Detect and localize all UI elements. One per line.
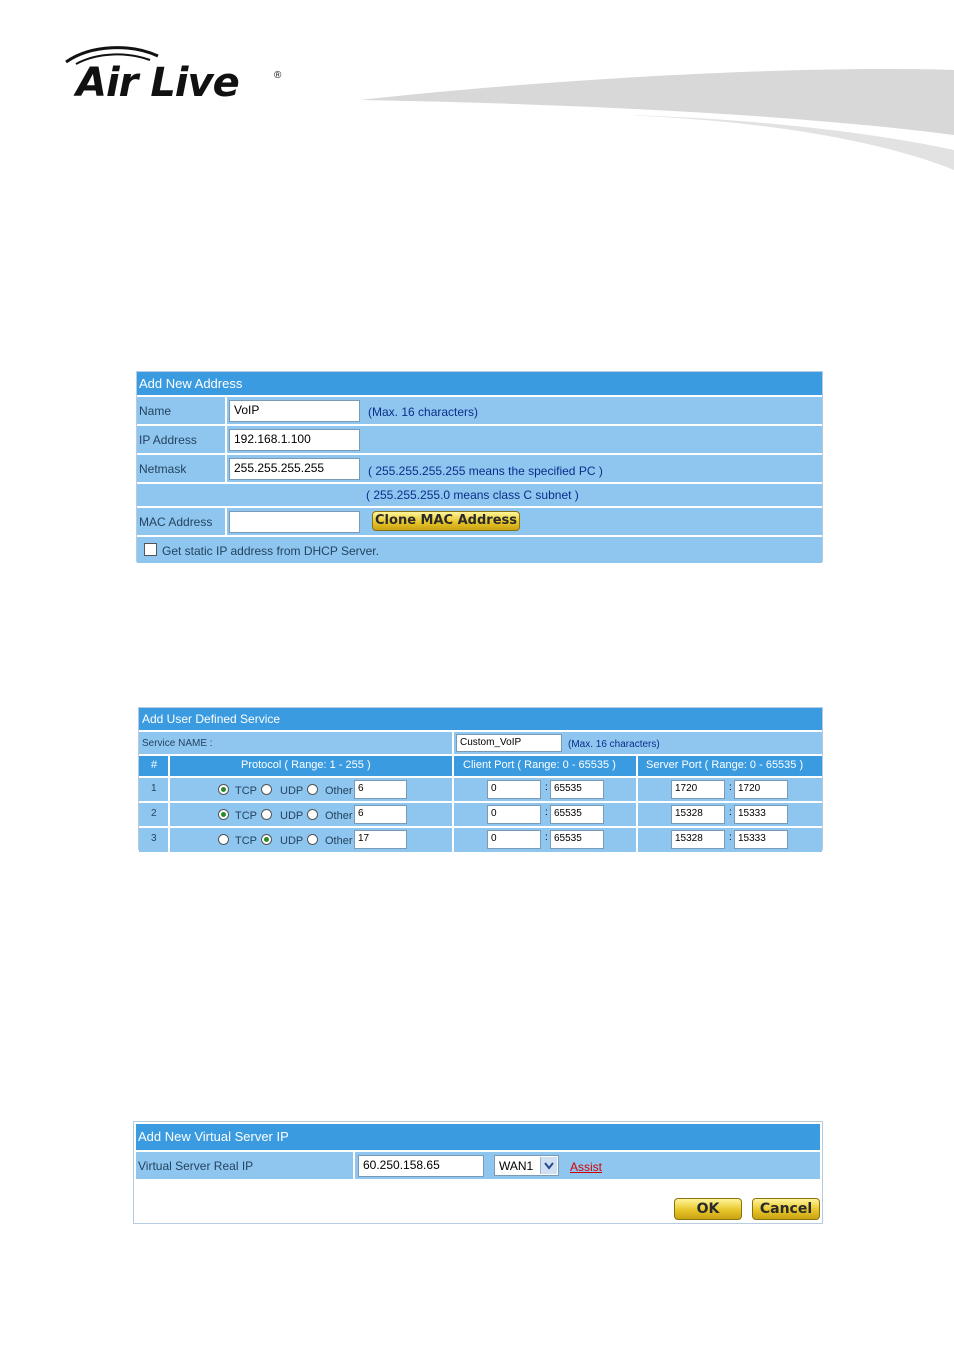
row-number: 1: [151, 783, 157, 794]
col-num-header: #: [151, 759, 158, 771]
table-row: 1 TCP UDP Other 6 0 : 65535 1720 : 1720: [139, 776, 822, 801]
chevron-down-icon[interactable]: [540, 1157, 557, 1174]
udp-label: UDP: [280, 835, 304, 847]
header-swoosh-decoration: [340, 60, 954, 180]
udp-radio[interactable]: [261, 784, 272, 795]
panel-header: [136, 1124, 820, 1150]
column-divider: [168, 756, 170, 776]
ip-address-input[interactable]: 192.168.1.100: [229, 429, 360, 451]
client-port-from-input[interactable]: 0: [487, 805, 541, 824]
other-radio[interactable]: [307, 784, 318, 795]
real-ip-input[interactable]: 60.250.158.65: [358, 1155, 484, 1177]
protocol-input[interactable]: 6: [354, 805, 407, 824]
panel-title: Add New Virtual Server IP: [138, 1129, 289, 1144]
other-radio[interactable]: [307, 834, 318, 845]
wan-select[interactable]: [494, 1155, 559, 1176]
tcp-radio[interactable]: [218, 784, 229, 795]
tcp-label: TCP: [235, 810, 257, 822]
server-port-to-input[interactable]: 15333: [734, 830, 788, 849]
clone-mac-address-button[interactable]: Clone MAC Address: [372, 511, 520, 531]
add-new-virtual-server-ip-panel: [133, 1121, 823, 1224]
tcp-label: TCP: [235, 785, 257, 797]
client-port-to-input[interactable]: 65535: [550, 830, 604, 849]
protocol-input[interactable]: 6: [354, 780, 407, 799]
client-port-to-input[interactable]: 65535: [550, 805, 604, 824]
add-new-address-panel: [136, 371, 823, 562]
col-client-header: Client Port ( Range: 0 - 65535 ): [463, 759, 616, 771]
cancel-button[interactable]: Cancel: [752, 1198, 820, 1220]
table-row: 3 TCP UDP Other 17 0 : 65535 15328 : 15333: [139, 826, 822, 852]
server-port-to-input[interactable]: 1720: [734, 780, 788, 799]
col-server-header: Server Port ( Range: 0 - 65535 ): [646, 759, 804, 771]
service-name-row: [139, 730, 822, 754]
tcp-radio[interactable]: [218, 809, 229, 820]
name-label: Name: [139, 404, 172, 418]
tcp-radio[interactable]: [218, 834, 229, 845]
service-name-input[interactable]: Custom_VoIP: [456, 734, 562, 752]
column-divider: [353, 1152, 355, 1179]
ok-button[interactable]: OK: [674, 1198, 742, 1220]
wan-select-value: WAN1: [499, 1159, 534, 1173]
column-divider: [225, 455, 227, 482]
assist-link[interactable]: Assist: [570, 1160, 603, 1174]
row-number: 3: [151, 833, 157, 844]
mac-address-input[interactable]: [229, 511, 360, 533]
col-protocol-header: Protocol ( Range: 1 - 255 ): [241, 759, 371, 771]
panel-header: [139, 708, 822, 730]
column-divider: [225, 426, 227, 453]
netmask-row: [137, 453, 822, 482]
tcp-label: TCP: [235, 835, 257, 847]
server-port-from-input[interactable]: 15328: [671, 830, 725, 849]
dhcp-row: [137, 535, 822, 563]
server-port-from-input[interactable]: 15328: [671, 805, 725, 824]
logo-wordmark: Air Live: [76, 60, 239, 106]
column-divider: [225, 397, 227, 424]
name-row: [137, 395, 822, 424]
protocol-input[interactable]: 17: [354, 830, 407, 849]
service-table-header: [139, 754, 822, 776]
other-label: Other: [325, 785, 353, 797]
subnet-note: ( 255.255.255.0 means class C subnet ): [366, 488, 579, 502]
netmask-input[interactable]: 255.255.255.255: [229, 458, 360, 480]
ip-address-label: IP Address: [139, 433, 197, 447]
udp-radio[interactable]: [261, 809, 272, 820]
subnet-note-row: [137, 482, 822, 506]
name-note: (Max. 16 characters): [368, 405, 479, 419]
table-row: 2 TCP UDP Other 6 0 : 65535 15328 : 15333: [139, 801, 822, 826]
other-label: Other: [325, 810, 353, 822]
client-port-to-input[interactable]: 65535: [550, 780, 604, 799]
other-label: Other: [325, 835, 353, 847]
udp-radio[interactable]: [261, 834, 272, 845]
service-name-note: (Max. 16 characters): [568, 739, 660, 750]
panel-header: [137, 372, 822, 395]
netmask-label: Netmask: [139, 462, 187, 476]
real-ip-label: Virtual Server Real IP: [138, 1159, 254, 1173]
add-user-defined-service-panel: [138, 707, 823, 850]
udp-label: UDP: [280, 810, 304, 822]
client-port-from-input[interactable]: 0: [487, 780, 541, 799]
column-divider: [636, 756, 638, 776]
panel-title: Add New Address: [139, 376, 243, 391]
mac-address-row: [137, 506, 822, 535]
ip-address-row: [137, 424, 822, 453]
udp-label: UDP: [280, 785, 304, 797]
virtual-server-real-ip-row: [136, 1150, 820, 1179]
column-divider: [452, 756, 454, 776]
dhcp-checkbox[interactable]: [144, 543, 157, 556]
mac-address-label: MAC Address: [139, 515, 213, 529]
client-port-from-input[interactable]: 0: [487, 830, 541, 849]
panel-title: Add User Defined Service: [142, 712, 281, 726]
column-divider: [225, 508, 227, 535]
server-port-from-input[interactable]: 1720: [671, 780, 725, 799]
service-name-label: Service NAME :: [142, 738, 213, 749]
netmask-note: ( 255.255.255.255 means the specified PC ): [368, 464, 603, 478]
dhcp-label: Get static IP address from DHCP Server.: [162, 544, 379, 558]
server-port-to-input[interactable]: 15333: [734, 805, 788, 824]
row-number: 2: [151, 808, 157, 819]
other-radio[interactable]: [307, 809, 318, 820]
logo-registered: ®: [274, 70, 282, 81]
column-divider: [452, 732, 454, 754]
name-input[interactable]: VoIP: [229, 400, 360, 422]
